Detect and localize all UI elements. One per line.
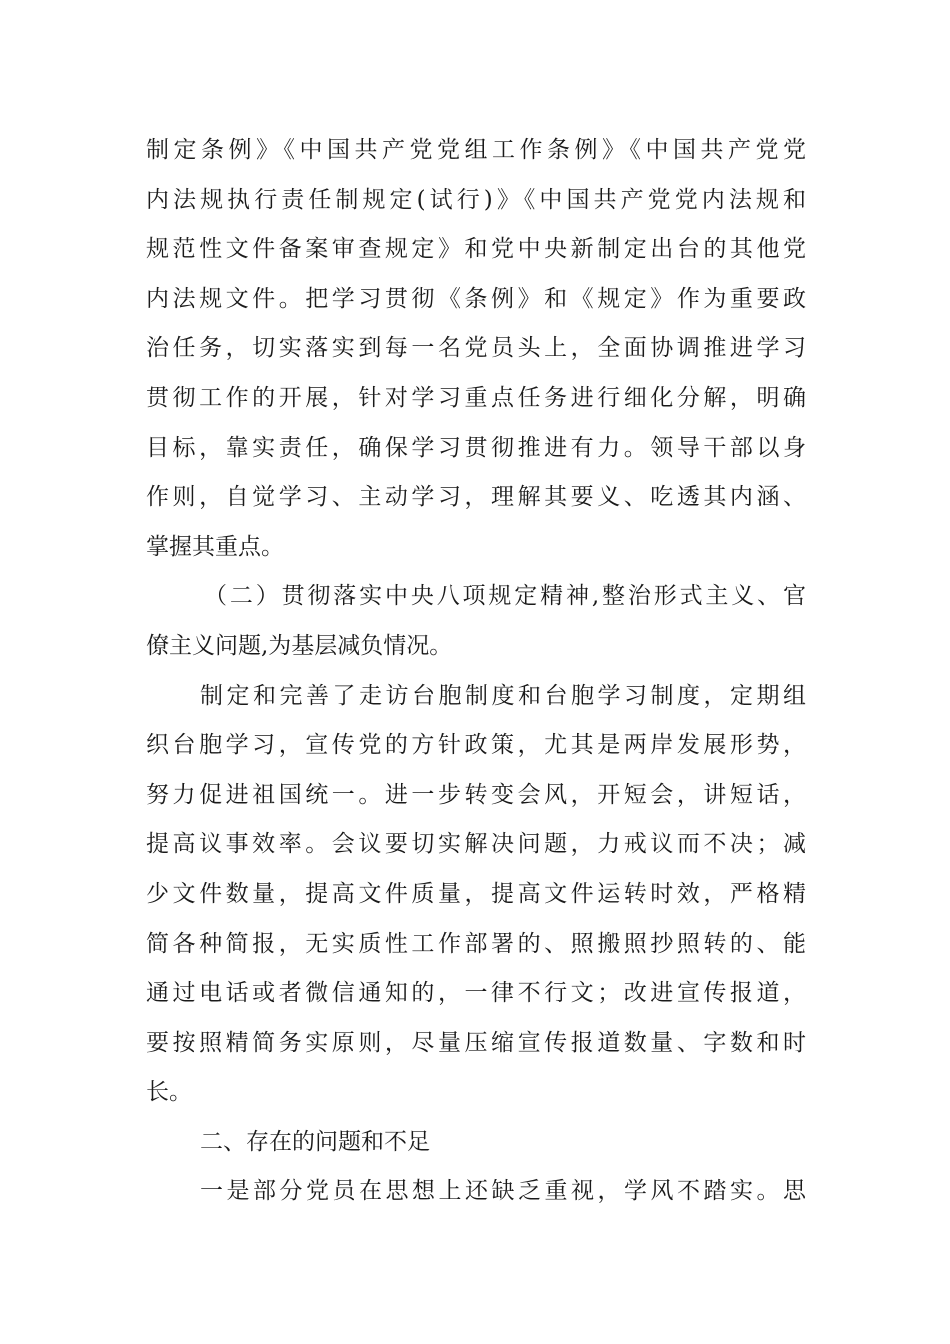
text-line: 提高议事效率。会议要切实解决问题，力戒议而不决；减 (146, 831, 806, 858)
text-line: 治任务，切实落实到每一名党员头上，全面协调推进学习 (146, 335, 806, 362)
text-line: 织台胞学习，宣传党的方针政策，尤其是两岸发展形势， (146, 732, 806, 759)
text-line: 规范性文件备案审查规定》和党中央新制定出台的其他党 (146, 236, 806, 263)
paragraph-regulations-study (146, 126, 806, 572)
text-line: 目标，靠实责任，确保学习贯彻推进有力。领导干部以身 (146, 434, 806, 461)
text-line: 努力促进祖国统一。进一步转变会风，开短会，讲短话， (146, 781, 806, 808)
text-line: 简各种简报，无实质性工作部署的、照搬照抄照转的、能 (146, 930, 806, 957)
paragraph-problem-one (146, 1167, 806, 1217)
text-line: 掌握其重点。 (146, 533, 284, 560)
text-line: 制定和完善了走访台胞制度和台胞学习制度，定期组 (200, 682, 806, 709)
heading-line: 二、存在的问题和不足 (200, 1128, 430, 1155)
document-body (146, 126, 806, 1217)
text-line: 通过电话或者微信通知的，一律不行文；改进宣传报道， (146, 980, 806, 1007)
text-line: 一是部分党员在思想上还缺乏重视，学风不踏实。思 (200, 1178, 806, 1205)
section-heading-eight-rules (146, 572, 806, 671)
text-line: 作则，自觉学习、主动学习，理解其要义、吃透其内涵、 (146, 484, 806, 511)
text-line: 要按照精简务实原则，尽量压缩宣传报道数量、字数和时 (146, 1029, 806, 1056)
text-line: 贯彻工作的开展，针对学习重点任务进行细化分解，明确 (146, 384, 806, 411)
section-heading-problems (146, 1118, 806, 1168)
text-line: 少文件数量，提高文件质量，提高文件运转时效，严格精 (146, 880, 806, 907)
paragraph-taiwan-compatriots (146, 672, 806, 1118)
heading-line: （二）贯彻落实中央八项规定精神,整治形式主义、官 (204, 583, 806, 610)
text-line: 长。 (146, 1079, 192, 1106)
heading-line: 僚主义问题,为基层减负情况。 (146, 632, 453, 659)
text-line: 内法规文件。把学习贯彻《条例》和《规定》作为重要政 (146, 285, 806, 312)
text-line: 内法规执行责任制规定(试行)》《中国共产党党内法规和 (146, 186, 806, 213)
text-line: 制定条例》《中国共产党党组工作条例》《中国共产党党 (146, 137, 806, 163)
